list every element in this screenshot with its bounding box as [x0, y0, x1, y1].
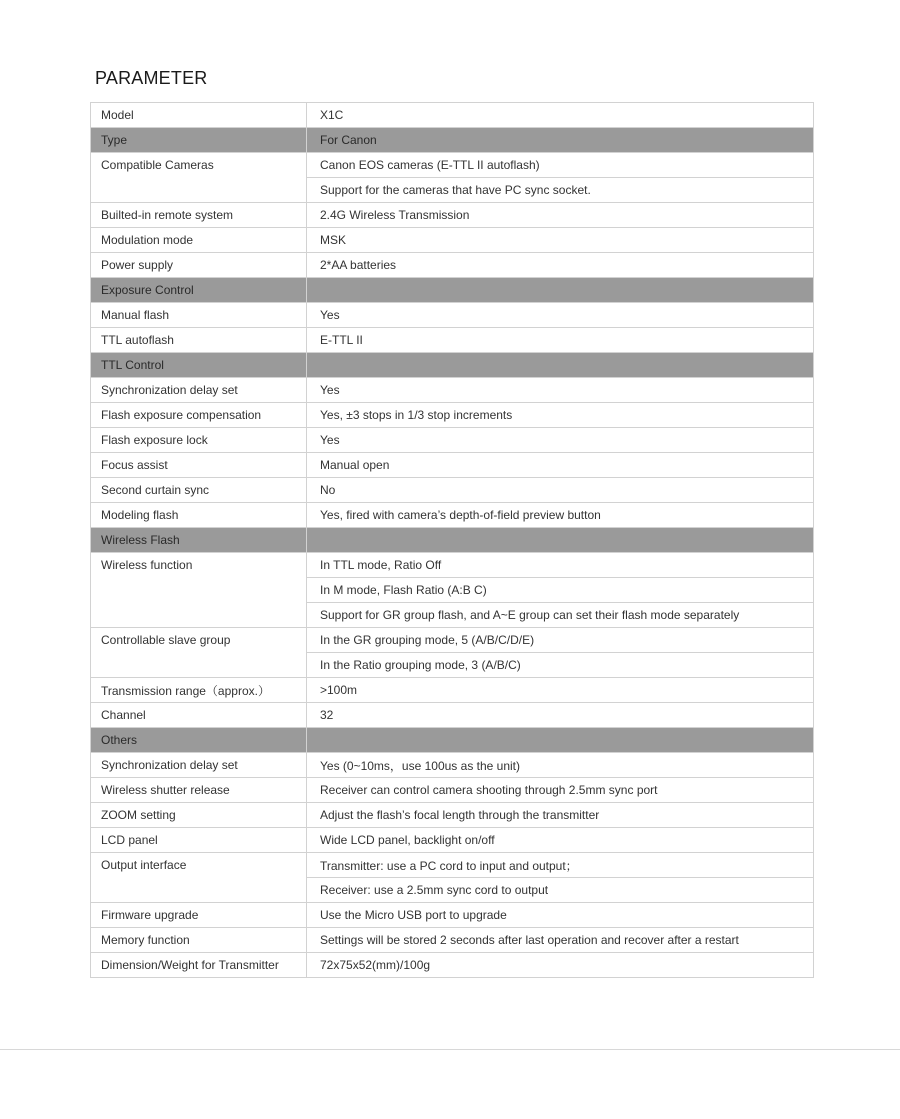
row-value: >100m: [307, 678, 814, 703]
table-row: [91, 553, 814, 578]
table-row: [91, 703, 814, 728]
row-value: 2*AA batteries: [307, 253, 814, 278]
row-value: MSK: [307, 228, 814, 253]
row-label: Second curtain sync: [91, 478, 307, 503]
row-value: Yes, fired with camera’s depth-of-field preview button: [307, 503, 814, 528]
row-label: Dimension/Weight for Transmitter: [91, 953, 307, 978]
row-value: Support for GR group flash, and A~E group can set their flash mode separately: [307, 603, 814, 628]
table-row: [91, 678, 814, 703]
row-value: Wide LCD panel, backlight on/off: [307, 828, 814, 853]
row-label: ZOOM setting: [91, 803, 307, 828]
row-value: In the Ratio grouping mode, 3 (A/B/C): [307, 653, 814, 678]
row-label: Transmission range（approx.）: [91, 678, 307, 703]
row-label: LCD panel: [91, 828, 307, 853]
row-value: E-TTL II: [307, 328, 814, 353]
row-value: Adjust the flash’s focal length through the transmitter: [307, 803, 814, 828]
table-row: [91, 778, 814, 803]
row-label: Output interface: [91, 853, 307, 903]
table-row: [91, 503, 814, 528]
row-value: [307, 353, 814, 378]
row-label: Builted-in remote system: [91, 203, 307, 228]
table-row: [91, 453, 814, 478]
section-row: [91, 353, 814, 378]
row-value: Settings will be stored 2 seconds after last operation and recover after a restart: [307, 928, 814, 953]
table-row: [91, 828, 814, 853]
row-value: In the GR grouping mode, 5 (A/B/C/D/E): [307, 628, 814, 653]
row-value: Transmitter: use a PC cord to input and output；: [307, 853, 814, 878]
table-row: [91, 753, 814, 778]
table-row: [91, 153, 814, 178]
row-value: In M mode, Flash Ratio (A:B C): [307, 578, 814, 603]
row-value: X1C: [307, 103, 814, 128]
row-value: In TTL mode, Ratio Off: [307, 553, 814, 578]
section-label: Wireless Flash: [91, 528, 307, 553]
row-value: Receiver: use a 2.5mm sync cord to output: [307, 878, 814, 903]
table-row: [91, 203, 814, 228]
section-row: [91, 278, 814, 303]
row-label: Channel: [91, 703, 307, 728]
row-value: Yes: [307, 378, 814, 403]
table-row: [91, 478, 814, 503]
row-value: [307, 528, 814, 553]
row-label: Wireless function: [91, 553, 307, 628]
row-value: Use the Micro USB port to upgrade: [307, 903, 814, 928]
row-label: Modulation mode: [91, 228, 307, 253]
row-value: Canon EOS cameras (E-TTL II autoflash): [307, 153, 814, 178]
table-row: [91, 803, 814, 828]
table-row: [91, 953, 814, 978]
section-row: [91, 728, 814, 753]
row-value: [307, 278, 814, 303]
table-row: [91, 428, 814, 453]
row-value: Yes: [307, 303, 814, 328]
row-label: Type: [91, 128, 307, 153]
row-label: TTL autoflash: [91, 328, 307, 353]
row-label: Flash exposure lock: [91, 428, 307, 453]
table-row: [91, 853, 814, 878]
row-label: Synchronization delay set: [91, 378, 307, 403]
row-value: Receiver can control camera shooting through 2.5mm sync port: [307, 778, 814, 803]
table-row: [91, 378, 814, 403]
row-value: Yes (0~10ms，use 100us as the unit): [307, 753, 814, 778]
table-row: [91, 328, 814, 353]
row-value: Yes: [307, 428, 814, 453]
section-row: [91, 528, 814, 553]
table-row: [91, 903, 814, 928]
table-row: [91, 928, 814, 953]
row-label: Focus assist: [91, 453, 307, 478]
parameter-table: [90, 102, 814, 978]
table-row: [91, 103, 814, 128]
row-label: Manual flash: [91, 303, 307, 328]
row-value: No: [307, 478, 814, 503]
row-value: 2.4G Wireless Transmission: [307, 203, 814, 228]
row-label: Firmware upgrade: [91, 903, 307, 928]
row-label: Flash exposure compensation: [91, 403, 307, 428]
row-label: Synchronization delay set: [91, 753, 307, 778]
section-row: [91, 128, 814, 153]
row-label: Power supply: [91, 253, 307, 278]
table-row: [91, 628, 814, 653]
row-label: Controllable slave group: [91, 628, 307, 678]
row-value: Yes, ±3 stops in 1/3 stop increments: [307, 403, 814, 428]
section-label: Others: [91, 728, 307, 753]
row-label: Compatible Cameras: [91, 153, 307, 203]
table-row: [91, 253, 814, 278]
table-row: [91, 228, 814, 253]
row-label: Model: [91, 103, 307, 128]
row-value: Manual open: [307, 453, 814, 478]
row-label: Memory function: [91, 928, 307, 953]
table-row: [91, 303, 814, 328]
row-value: Support for the cameras that have PC sync socket.: [307, 178, 814, 203]
footer-divider: [0, 1049, 900, 1050]
row-value: For Canon: [307, 128, 814, 153]
row-value: [307, 728, 814, 753]
table-row: [91, 403, 814, 428]
page-title: PARAMETER: [95, 68, 208, 88]
row-value: 32: [307, 703, 814, 728]
row-value: 72x75x52(mm)/100g: [307, 953, 814, 978]
row-label: Modeling flash: [91, 503, 307, 528]
section-label: Exposure Control: [91, 278, 307, 303]
row-label: Wireless shutter release: [91, 778, 307, 803]
section-label: TTL Control: [91, 353, 307, 378]
